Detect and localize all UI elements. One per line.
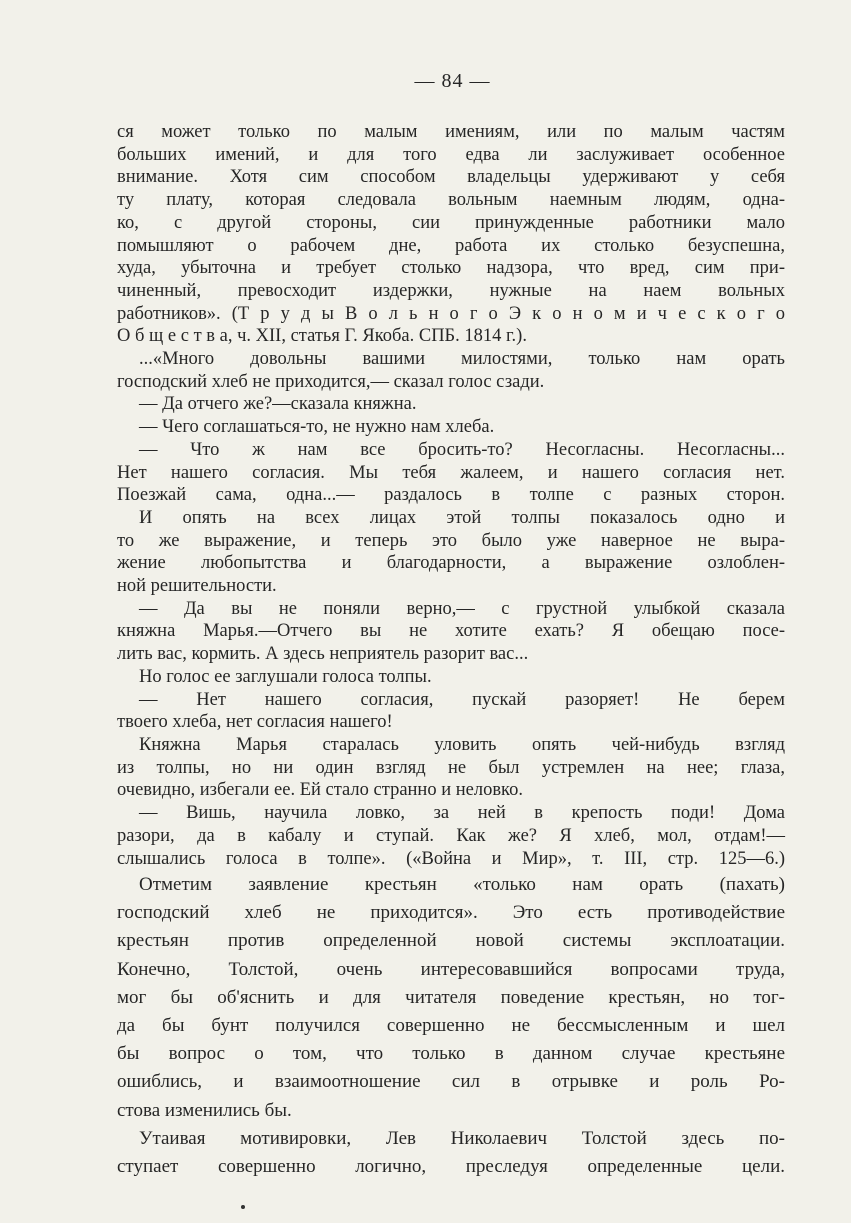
text-line: худа, убыточна и требует столько надзора, что вред, сим при- (117, 258, 785, 279)
text-line: Княжна Марья старалась уловить опять чей-нибудь взгляд (139, 734, 785, 755)
text-line: — Да вы не поняли верно,— с грустной улыбкой сказала (139, 598, 785, 619)
text-line: ступает совершенно логично, преследуя определенные цели. (117, 1156, 785, 1178)
text-line: ошиблись, и взаимоотношение сил в отрывке и роль Ро- (117, 1071, 785, 1093)
quoted-text-block (117, 121, 785, 870)
text-line: княжна Марья.—Отчего вы не хотите ехать? Я обещаю посе- (117, 621, 785, 642)
text-line: ся может только по малым имениям, или по малым частям (117, 122, 785, 142)
text-line: чиненный, превосходит издержки, нужные на наем вольных (117, 280, 785, 301)
text-line: Утаивая мотивировки, Лев Николаевич Толстой здесь по- (139, 1127, 785, 1149)
text-line: ко, с другой стороны, сии принужденные работники мало (117, 212, 785, 233)
text-line: Нет нашего согласия. Мы тебя жалеем, и нашего согласия нет. (117, 462, 785, 483)
text-line: больших имений, и для того едва ли заслуживает особенное (117, 144, 785, 165)
text-line: работников». (Т р у д ы В о л ь н о г о Э к о н о м и ч е с к о г о (117, 303, 785, 324)
text-line: Конечно, Толстой, очень интересовавшийся вопросами труда, (117, 958, 785, 980)
text-line: из толпы, но ни один взгляд не был устремлен на нее; глаза, (117, 757, 785, 778)
text-line: крестьян против определенной новой системы эксплоатации. (117, 930, 785, 952)
text-line: слышались голоса в толпе». («Война и Мир», т. III, стр. 125—6.) (117, 848, 785, 869)
text-line: жение любопытства и благодарности, а выражение озлоблен- (117, 553, 785, 574)
text-line: — Чего соглашаться-то, не нужно нам хлеба. (139, 417, 495, 438)
text-line: — Что ж нам все бросить-то? Несогласны. Несогласны... (139, 439, 785, 460)
text-line: ...«Много довольны вашими милостями, только нам орать (139, 349, 785, 370)
text-line: — Да отчего же?—сказала княжна. (139, 394, 417, 415)
text-line: — Нет нашего согласия, пускай разоряет! Не берем (139, 689, 785, 710)
ink-speck (241, 1205, 245, 1209)
text-line: стова изменились бы. (117, 1099, 292, 1121)
text-line: то же выражение, и теперь это было уже наверное не выра- (117, 530, 785, 551)
text-line: разори, да в кабалу и ступай. Как же? Я хлеб, мол, отдам!— (117, 825, 785, 846)
commentary-text-block (117, 871, 785, 1181)
text-line: ту плату, которая следовала вольным наемным людям, одна- (117, 190, 785, 211)
page-number: — 84 — (414, 70, 491, 92)
text-line: Но голос ее заглушали голоса толпы. (139, 666, 432, 687)
text-line: твоего хлеба, нет согласия нашего! (117, 712, 393, 733)
text-line: лить вас, кормить. А здесь неприятель разорит вас... (117, 644, 529, 665)
text-line: И опять на всех лицах этой толпы показалось одно и (139, 507, 785, 528)
text-line: бы вопрос о том, что только в данном случае крестьяне (117, 1043, 785, 1065)
text-line: О б щ е с т в а, ч. XII, статья Г. Якоба. СПБ. 1814 г.). (117, 326, 527, 347)
text-line: мог бы об'яснить и для читателя поведение крестьян, но тог- (117, 986, 785, 1008)
text-line: — Вишь, научила ловко, за ней в крепость поди! Дома (139, 803, 785, 824)
text-line: ной решительности. (117, 576, 277, 597)
text-line: Поезжай сама, одна...— раздалось в толпе с разных сторон. (117, 485, 785, 506)
text-line: очевидно, избегали ее. Ей стало странно и неловко. (117, 780, 523, 801)
text-line: господский хлеб не приходится,— сказал голос сзади. (117, 371, 545, 392)
text-line: да бы бунт получился совершенно не бессмысленным и шел (117, 1015, 785, 1037)
text-line: Отметим заявление крестьян «только нам орать (пахать) (139, 874, 785, 895)
text-line: помышляют о рабочем дне, работа их столько безуспешна, (117, 235, 785, 256)
text-line: господский хлеб не приходится». Это есть противодействие (117, 902, 785, 924)
text-line: внимание. Хотя сим способом владельцы удерживают у себя (117, 167, 785, 188)
